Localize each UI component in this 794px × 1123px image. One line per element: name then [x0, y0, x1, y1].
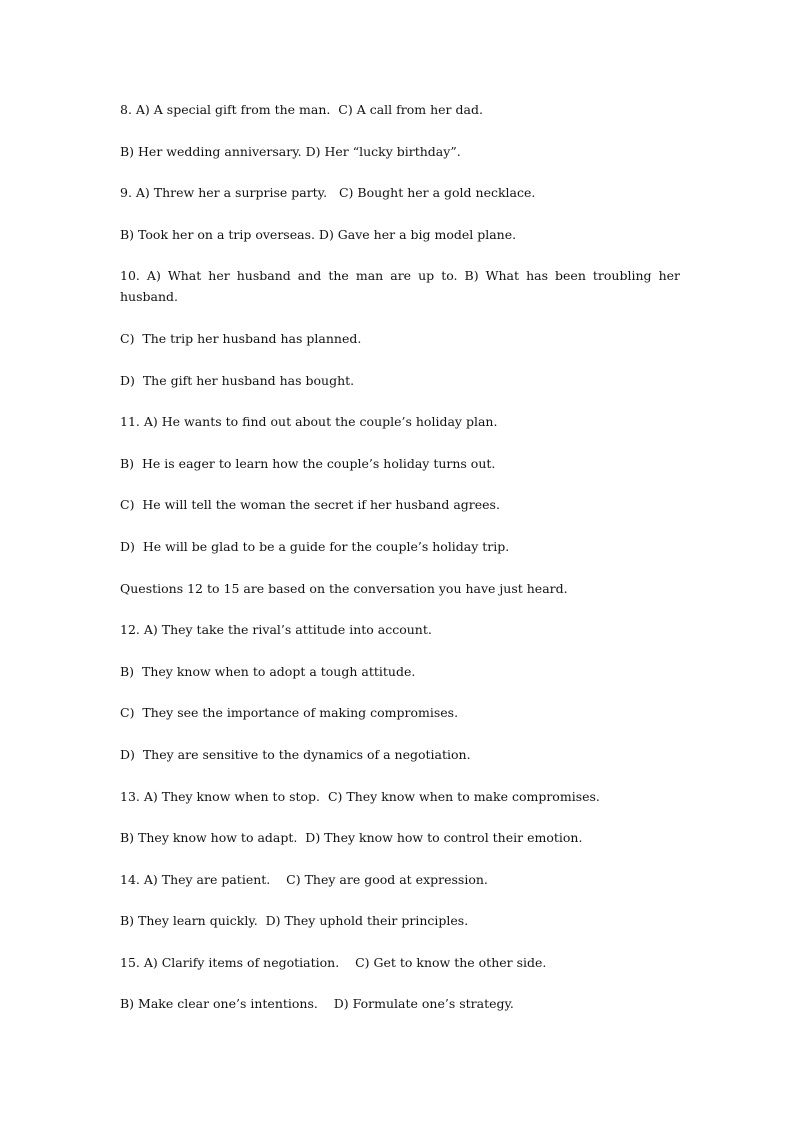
q12-option-c: C) They see the importance of making compromises. [120, 705, 459, 721]
q13-options-line-2: B) They know how to adapt. D) They know how to control their emotion. [120, 830, 583, 846]
q8-options-line-2: B) Her wedding anniversary. D) Her “lucky birthday”. [120, 143, 461, 159]
section-instruction: Questions 12 to 15 are based on the conversation you have just heard. [120, 580, 568, 596]
q12-option-a: 12. A) They take the rival’s attitude into account. [120, 622, 432, 638]
q15-options-line-1: 15. A) Clarify items of negotiation. C) Get to know the other side. [120, 954, 547, 970]
q12-option-d: D) They are sensitive to the dynamics of a negotiation. [120, 746, 471, 762]
q15-options-line-2: B) Make clear one’s intentions. D) Formulate one’s strategy. [120, 996, 514, 1012]
q10-option-d: D) The gift her husband has bought. [120, 372, 355, 388]
q10-options-line-1: 10. A) What her husband and the man are up to. B) What has been troubling her husband. [120, 268, 684, 305]
q11-option-b: B) He is eager to learn how the couple’s holiday turns out. [120, 455, 496, 471]
q11-option-a: 11. A) He wants to find out about the couple’s holiday plan. [120, 414, 498, 430]
q13-options-line-1: 13. A) They know when to stop. C) They know when to make compromises. [120, 788, 600, 804]
q9-options-line-2: B) Took her on a trip overseas. D) Gave her a big model plane. [120, 226, 517, 242]
q9-options-line-1: 9. A) Threw her a surprise party. C) Bought her a gold necklace. [120, 185, 536, 201]
q12-option-b: B) They know when to adopt a tough attitude. [120, 663, 416, 679]
q14-options-line-2: B) They learn quickly. D) They uphold their principles. [120, 913, 469, 929]
q10-option-c: C) The trip her husband has planned. [120, 330, 362, 346]
document-body [120, 99, 684, 1035]
q11-option-d: D) He will be glad to be a guide for the couple’s holiday trip. [120, 538, 510, 554]
q14-options-line-1: 14. A) They are patient. C) They are good at expression. [120, 871, 488, 887]
q8-options-line-1: 8. A) A special gift from the man. C) A call from her dad. [120, 102, 483, 117]
q11-option-c: C) He will tell the woman the secret if her husband agrees. [120, 497, 500, 513]
